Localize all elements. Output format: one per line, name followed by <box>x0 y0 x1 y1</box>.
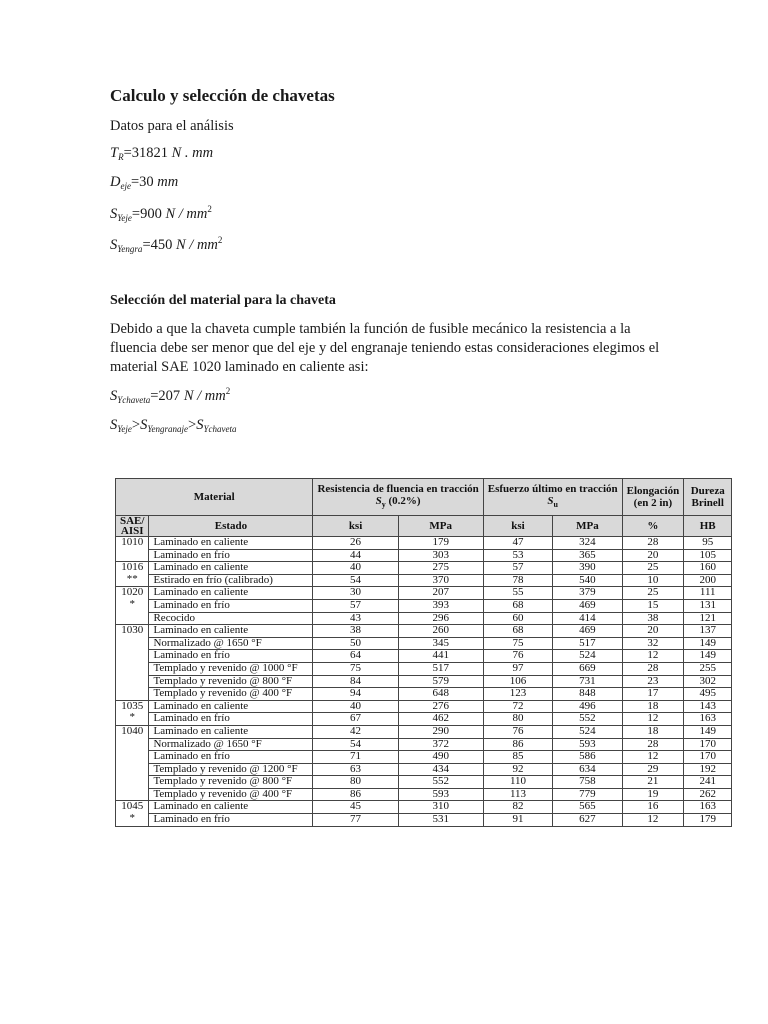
value-cell: 200 <box>684 574 732 587</box>
value-cell: 105 <box>684 549 732 562</box>
sae-cell <box>116 537 149 562</box>
estado-cell: Laminado en caliente <box>149 625 313 638</box>
value-cell: 30 <box>313 587 398 600</box>
header-dureza: Dureza Brinell <box>684 479 732 516</box>
value-cell: 372 <box>398 738 483 751</box>
value-cell: 20 <box>622 625 684 638</box>
value-cell: 149 <box>684 725 732 738</box>
sae-note: * <box>129 711 135 724</box>
table-row <box>116 801 732 814</box>
equation-torque: $T_R=31821$ N . mm <box>110 145 214 162</box>
value-cell: 78 <box>483 574 552 587</box>
value-cell: 111 <box>684 587 732 600</box>
estado-cell: Laminado en caliente <box>149 801 313 814</box>
table-row <box>116 662 732 675</box>
table-row <box>116 650 732 663</box>
value-cell: 192 <box>684 763 732 776</box>
header-mpa: MPa <box>553 516 622 537</box>
value-cell: 80 <box>483 713 552 726</box>
value-cell: 71 <box>313 751 398 764</box>
value-cell: 517 <box>553 637 622 650</box>
estado-cell: Laminado en frío <box>149 599 313 612</box>
value-cell: 57 <box>483 562 552 575</box>
value-cell: 20 <box>622 549 684 562</box>
header-resistencia: Resistencia de fluencia en tracción $S_y$ (0.2%) <box>313 479 483 516</box>
material-table <box>115 478 732 827</box>
value-cell: 19 <box>622 788 684 801</box>
value-cell: 241 <box>684 776 732 789</box>
value-cell: 25 <box>622 587 684 600</box>
value-cell: 524 <box>553 650 622 663</box>
value-cell: 593 <box>553 738 622 751</box>
sae-note: * <box>129 812 135 825</box>
value-cell: 75 <box>483 637 552 650</box>
equation-sy-engra: $S_{Yengra}=450$ N / $mm^2$ <box>110 235 223 254</box>
header-hb: HB <box>684 516 732 537</box>
estado-cell: Recocido <box>149 612 313 625</box>
sae-code: 1030 <box>121 624 144 637</box>
sae-code: 1016 <box>121 561 144 574</box>
material-table-wrapper <box>115 478 732 827</box>
table-row <box>116 612 732 625</box>
sae-code: 1020 <box>121 586 144 599</box>
sae-code: 1040 <box>121 724 144 737</box>
value-cell: 57 <box>313 599 398 612</box>
value-cell: 44 <box>313 549 398 562</box>
table-row <box>116 725 732 738</box>
value-cell: 54 <box>313 574 398 587</box>
header-sae: SAE/ AISI <box>116 516 149 537</box>
value-cell: 779 <box>553 788 622 801</box>
value-cell: 12 <box>622 751 684 764</box>
value-cell: 18 <box>622 725 684 738</box>
sae-cell <box>116 700 149 725</box>
value-cell: 53 <box>483 549 552 562</box>
value-cell: 28 <box>622 662 684 675</box>
estado-cell: Templado y revenido @ 800 °F <box>149 675 313 688</box>
value-cell: 552 <box>398 776 483 789</box>
value-cell: 110 <box>483 776 552 789</box>
value-cell: 302 <box>684 675 732 688</box>
value-cell: 495 <box>684 688 732 701</box>
value-cell: 12 <box>622 650 684 663</box>
table-row <box>116 574 732 587</box>
value-cell: 669 <box>553 662 622 675</box>
header-ksi: ksi <box>313 516 398 537</box>
estado-cell: Laminado en caliente <box>149 537 313 550</box>
value-cell: 149 <box>684 650 732 663</box>
header-percent: % <box>622 516 684 537</box>
value-cell: 75 <box>313 662 398 675</box>
header-estado: Estado <box>149 516 313 537</box>
value-cell: 67 <box>313 713 398 726</box>
value-cell: 160 <box>684 562 732 575</box>
value-cell: 565 <box>553 801 622 814</box>
value-cell: 275 <box>398 562 483 575</box>
value-cell: 29 <box>622 763 684 776</box>
value-cell: 47 <box>483 537 552 550</box>
value-cell: 365 <box>553 549 622 562</box>
value-cell: 23 <box>622 675 684 688</box>
value-cell: 86 <box>313 788 398 801</box>
value-cell: 40 <box>313 562 398 575</box>
estado-cell: Templado y revenido @ 800 °F <box>149 776 313 789</box>
value-cell: 60 <box>483 612 552 625</box>
value-cell: 207 <box>398 587 483 600</box>
sae-code: 1045 <box>121 800 144 813</box>
estado-cell: Laminado en frío <box>149 814 313 827</box>
value-cell: 43 <box>313 612 398 625</box>
value-cell: 848 <box>553 688 622 701</box>
table-body <box>116 537 732 827</box>
value-cell: 50 <box>313 637 398 650</box>
value-cell: 648 <box>398 688 483 701</box>
value-cell: 552 <box>553 713 622 726</box>
estado-cell: Templado y revenido @ 400 °F <box>149 688 313 701</box>
estado-cell: Laminado en caliente <box>149 700 313 713</box>
value-cell: 379 <box>553 587 622 600</box>
value-cell: 731 <box>553 675 622 688</box>
table-row <box>116 738 732 751</box>
value-cell: 12 <box>622 713 684 726</box>
value-cell: 496 <box>553 700 622 713</box>
value-cell: 517 <box>398 662 483 675</box>
table-row <box>116 625 732 638</box>
value-cell: 18 <box>622 700 684 713</box>
value-cell: 593 <box>398 788 483 801</box>
value-cell: 92 <box>483 763 552 776</box>
value-cell: 303 <box>398 549 483 562</box>
value-cell: 63 <box>313 763 398 776</box>
estado-cell: Templado y revenido @ 400 °F <box>149 788 313 801</box>
equation-sy-eje: $S_{Yeje}=900$ N / $mm^2$ <box>110 204 212 223</box>
value-cell: 149 <box>684 637 732 650</box>
value-cell: 72 <box>483 700 552 713</box>
value-cell: 86 <box>483 738 552 751</box>
value-cell: 42 <box>313 725 398 738</box>
value-cell: 17 <box>622 688 684 701</box>
value-cell: 123 <box>483 688 552 701</box>
value-cell: 469 <box>553 625 622 638</box>
value-cell: 414 <box>553 612 622 625</box>
value-cell: 163 <box>684 801 732 814</box>
value-cell: 434 <box>398 763 483 776</box>
value-cell: 540 <box>553 574 622 587</box>
value-cell: 262 <box>684 788 732 801</box>
inequality: $S_{Yeje}>S_{Yengranaje}>S_{Ychaveta}$ <box>110 417 237 434</box>
table-row <box>116 751 732 764</box>
value-cell: 85 <box>483 751 552 764</box>
estado-cell: Laminado en caliente <box>149 587 313 600</box>
datos-label: Datos para el análisis <box>110 118 234 134</box>
value-cell: 393 <box>398 599 483 612</box>
value-cell: 54 <box>313 738 398 751</box>
estado-cell: Laminado en caliente <box>149 725 313 738</box>
value-cell: 490 <box>398 751 483 764</box>
value-cell: 170 <box>684 738 732 751</box>
value-cell: 15 <box>622 599 684 612</box>
value-cell: 179 <box>684 814 732 827</box>
value-cell: 32 <box>622 637 684 650</box>
value-cell: 634 <box>553 763 622 776</box>
table-row <box>116 814 732 827</box>
table-row <box>116 537 732 550</box>
table-row <box>116 599 732 612</box>
value-cell: 170 <box>684 751 732 764</box>
estado-cell: Laminado en frío <box>149 751 313 764</box>
table-row <box>116 688 732 701</box>
value-cell: 97 <box>483 662 552 675</box>
estado-cell: Normalizado @ 1650 °F <box>149 738 313 751</box>
table-row <box>116 637 732 650</box>
value-cell: 10 <box>622 574 684 587</box>
sae-cell <box>116 625 149 701</box>
sae-cell <box>116 725 149 801</box>
header-mpa: MPa <box>398 516 483 537</box>
value-cell: 758 <box>553 776 622 789</box>
value-cell: 26 <box>313 537 398 550</box>
value-cell: 80 <box>313 776 398 789</box>
value-cell: 524 <box>553 725 622 738</box>
paragraph: Debido a que la chaveta cumple también la función de fusible mecánico la resistencia a la fluencia debe ser menor que del eje y del engranaje teniendo estas consideraciones elegimos el material SAE 1020 laminado en caliente asi: <box>110 321 660 375</box>
value-cell: 296 <box>398 612 483 625</box>
sae-code: 1010 <box>121 536 144 548</box>
value-cell: 55 <box>483 587 552 600</box>
document-title: Calculo y selección de chavetas <box>110 86 335 105</box>
sae-note: ** <box>126 572 138 585</box>
sae-cell <box>116 801 149 826</box>
value-cell: 531 <box>398 814 483 827</box>
value-cell: 84 <box>313 675 398 688</box>
table-row <box>116 700 732 713</box>
value-cell: 179 <box>398 537 483 550</box>
table-row <box>116 713 732 726</box>
value-cell: 76 <box>483 650 552 663</box>
value-cell: 45 <box>313 801 398 814</box>
value-cell: 390 <box>553 562 622 575</box>
value-cell: 579 <box>398 675 483 688</box>
value-cell: 143 <box>684 700 732 713</box>
value-cell: 64 <box>313 650 398 663</box>
header-ksi: ksi <box>483 516 552 537</box>
table-row <box>116 549 732 562</box>
sae-code: 1035 <box>121 699 144 712</box>
value-cell: 255 <box>684 662 732 675</box>
sae-cell <box>116 562 149 587</box>
value-cell: 91 <box>483 814 552 827</box>
value-cell: 290 <box>398 725 483 738</box>
value-cell: 121 <box>684 612 732 625</box>
value-cell: 310 <box>398 801 483 814</box>
value-cell: 95 <box>684 537 732 550</box>
value-cell: 106 <box>483 675 552 688</box>
estado-cell: Laminado en frío <box>149 713 313 726</box>
value-cell: 94 <box>313 688 398 701</box>
value-cell: 76 <box>483 725 552 738</box>
value-cell: 131 <box>684 599 732 612</box>
estado-cell: Normalizado @ 1650 °F <box>149 637 313 650</box>
table-row <box>116 675 732 688</box>
equation-diameter: $D_{eje}=30$ mm <box>110 174 179 191</box>
table-row <box>116 788 732 801</box>
value-cell: 68 <box>483 625 552 638</box>
value-cell: 21 <box>622 776 684 789</box>
header-material: Material <box>116 479 313 516</box>
value-cell: 38 <box>622 612 684 625</box>
sae-note: * <box>129 597 135 610</box>
value-cell: 137 <box>684 625 732 638</box>
table-row <box>116 776 732 789</box>
value-cell: 260 <box>398 625 483 638</box>
value-cell: 82 <box>483 801 552 814</box>
value-cell: 40 <box>313 700 398 713</box>
value-cell: 113 <box>483 788 552 801</box>
estado-cell: Templado y revenido @ 1000 °F <box>149 662 313 675</box>
value-cell: 469 <box>553 599 622 612</box>
section-title: Selección del material para la chaveta <box>110 293 336 308</box>
value-cell: 16 <box>622 801 684 814</box>
value-cell: 28 <box>622 738 684 751</box>
sae-cell <box>116 587 149 625</box>
header-elongacion: Elongación (en 2 in) <box>622 479 684 516</box>
header-esfuerzo: Esfuerzo último en tracción $S_u$ <box>483 479 622 516</box>
value-cell: 276 <box>398 700 483 713</box>
value-cell: 68 <box>483 599 552 612</box>
value-cell: 12 <box>622 814 684 827</box>
value-cell: 586 <box>553 751 622 764</box>
estado-cell: Laminado en frío <box>149 549 313 562</box>
value-cell: 462 <box>398 713 483 726</box>
value-cell: 627 <box>553 814 622 827</box>
value-cell: 28 <box>622 537 684 550</box>
estado-cell: Laminado en caliente <box>149 562 313 575</box>
value-cell: 38 <box>313 625 398 638</box>
value-cell: 163 <box>684 713 732 726</box>
value-cell: 77 <box>313 814 398 827</box>
value-cell: 345 <box>398 637 483 650</box>
value-cell: 25 <box>622 562 684 575</box>
table-row <box>116 562 732 575</box>
value-cell: 370 <box>398 574 483 587</box>
estado-cell: Laminado en frío <box>149 650 313 663</box>
table-row <box>116 587 732 600</box>
value-cell: 324 <box>553 537 622 550</box>
equation-sy-chaveta: $S_{Ychaveta}=207$ N / $mm^2$ <box>110 386 231 405</box>
table-row <box>116 763 732 776</box>
value-cell: 441 <box>398 650 483 663</box>
estado-cell: Templado y revenido @ 1200 °F <box>149 763 313 776</box>
estado-cell: Estirado en frío (calibrado) <box>149 574 313 587</box>
